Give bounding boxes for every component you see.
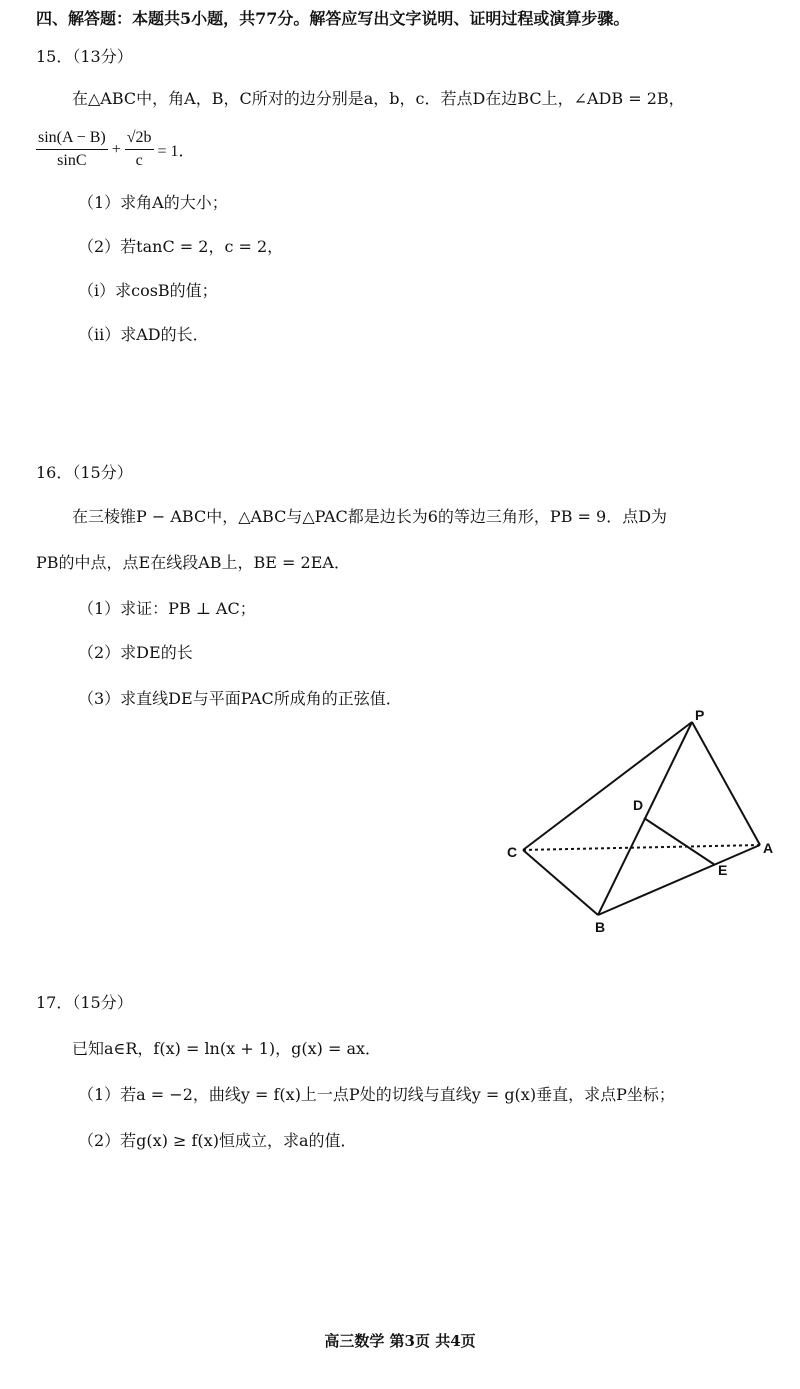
- q17-number: 17．（15分）: [36, 993, 133, 1012]
- segment-DE: [644, 818, 715, 865]
- page-footer: 高三数学 第3页 共4页: [324, 1332, 476, 1350]
- q16-stem-line1: 在三棱锥P − ABC中，△ABC与△PAC都是边长为6的等边三角形，PB = 9．点D为: [72, 507, 668, 526]
- label-P: P: [695, 707, 705, 723]
- q17-part1: （1）若a = −2，曲线y = f(x)上一点P处的切线与直线y = g(x)垂直，求点P坐标；: [78, 1085, 675, 1104]
- q15-part2ii: （ⅱ）求AD的长．: [78, 325, 209, 344]
- tetrahedron-figure: [495, 700, 795, 945]
- q16-stem-line2: PB的中点，点E在线段AB上，BE = 2EA．: [36, 553, 350, 572]
- q15-frac1-denominator: sinC: [57, 152, 87, 169]
- label-A: A: [763, 840, 774, 856]
- edge-BA: [598, 845, 760, 915]
- q15-formula: [36, 128, 199, 171]
- edge-PA: [692, 722, 760, 845]
- q15-part2: （2）若tanC = 2，c = 2，: [78, 237, 284, 256]
- q15-part2i: （ⅰ）求cosB的值；: [78, 281, 218, 300]
- q15-stem: 在△ABC中，角A，B，C所对的边分别是a，b，c．若点D在边BC上，∠ADB = 2B，: [72, 89, 685, 108]
- q15-frac2-numerator: √2b: [125, 128, 154, 150]
- q16-part2: （2）求DE的长: [78, 643, 193, 662]
- q15-frac1-numerator: sin(A − B): [36, 128, 108, 150]
- q17-stem: 已知a∈R，f(x) = ln(x + 1)，g(x) = ax．: [72, 1039, 382, 1058]
- q16-part3: （3）求直线DE与平面PAC所成角的正弦值．: [78, 689, 402, 708]
- label-C: C: [507, 844, 518, 860]
- edge-CB: [523, 850, 598, 915]
- q15-plus: +: [111, 140, 121, 158]
- section-header: 四、解答题：本题共5小题，共77分。解答应写出文字说明、证明过程或演算步骤。: [36, 9, 630, 28]
- q16-part1: （1）求证：PB ⊥ AC；: [78, 599, 256, 618]
- q15-formula-tail: = 1．: [157, 143, 195, 160]
- label-D: D: [633, 797, 644, 813]
- label-B: B: [595, 919, 606, 935]
- label-E: E: [718, 862, 728, 878]
- q15-frac2-denominator: c: [135, 152, 143, 169]
- edge-CA-hidden: [523, 845, 760, 850]
- q17-part2: （2）若g(x) ≥ f(x)恒成立，求a的值．: [78, 1131, 357, 1150]
- q15-part1: （1）求角A的大小；: [78, 193, 228, 212]
- q16-number: 16．（15分）: [36, 463, 133, 482]
- q15-number: 15．（13分）: [36, 47, 133, 66]
- edge-CP: [523, 722, 692, 850]
